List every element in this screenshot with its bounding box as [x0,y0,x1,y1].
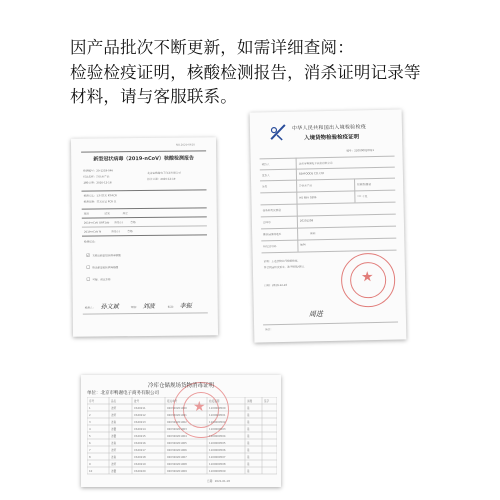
svg-text:CS20211: CS20211 [134,407,146,410]
svg-text:CS20217: CS20217 [134,449,146,452]
svg-text:冻虾: 冻虾 [111,463,117,466]
svg-text:冻虾: 冻虾 [111,414,117,417]
svg-text:8: 8 [89,456,91,459]
svg-text:6: 6 [89,442,91,445]
customs-certificate-image: 中华人民共和国出入境检验检疫 入境货物检验检疫证明 编号：220000020021 收货人 北京市鸭谢电子商务有限公司 发货人 SEAFOODS CO. LTD 品名 冷冻水产品 报检数/重量 HS 编码 0306 *** 千克 包装种类及数量 合同号 20201208 输出国家或地区 智利 标记及号码 N/M 证明：上述货物业经检验检疫， 符合我国相关要求，准予销售/使用。 日期：2020-12-16 ★ 周进 备注： [250,109,407,342]
svg-text:序号: 序号 [89,400,95,403]
svg-text:冻鱼: 冻鱼 [111,442,117,445]
customs-emblem-icon [268,123,288,143]
svg-text:020320201001: 020320201001 [167,414,187,417]
svg-text:冻蟹: 冻蟹 [111,428,117,431]
svg-text:批号: 批号 [134,400,140,403]
svg-text:是: 是 [247,463,250,466]
svg-text:020320201002: 020320201002 [167,421,187,424]
nucleic-company: 北京雷鸭谢电子商务有限公司 [147,171,182,175]
svg-text:2: 2 [89,414,91,417]
svg-text:1100000506: 1100000506 [209,449,226,452]
svg-text:10: 10 [89,470,93,473]
svg-text:7: 7 [89,449,91,452]
svg-text:是: 是 [247,442,250,445]
svg-text:020320201008: 020320201008 [167,463,187,466]
notice-text-block [70,36,470,110]
svg-text:检疫证明: 检疫证明 [209,400,220,403]
notice-line-3: 材料，请与客服联系。 [70,87,237,106]
svg-text:1100000501: 1100000501 [209,414,226,417]
svg-text:CS20212: CS20212 [134,414,146,417]
svg-text:1100000507: 1100000507 [209,456,226,459]
svg-text:报关单号: 报关单号 [167,400,178,403]
svg-text:冻虾: 冻虾 [111,407,117,410]
svg-text:是: 是 [247,449,250,452]
coldchain-unit: 单位：北京市鸭谢电子商务有限公司 [87,391,159,396]
svg-text:020320201009: 020320201009 [167,470,187,473]
svg-text:020320201000: 020320201000 [167,407,187,410]
coldchain-title: 冷库仓储规场货物消毒证明 [147,383,214,389]
svg-text:020320201006: 020320201006 [167,449,187,452]
svg-text:CS20214: CS20214 [134,428,146,431]
nucleic-acid-report-image: NO.2020-0610 新型冠状病毒（2019-nCoV）核酸检测报告 检测编号：20-1218-046 样品名称：冷冻水产品 送检日期：2020-12-18 北京雷鸭谢电子商务有限公司 报告日期：2020-12-19 检测方法：实时荧光 RT-PCR 检测仪器：荧光定量 PCR 仪 项目 结果 判定 2019-nCoV ORF1ab 阴性(-) 合格 2019-nCoV N 阴性(-) 合格 检测结论： ☑ 未检出新型冠状病毒核酸 ☐ 检出新型冠状病毒核酸 ☐ 可疑，建议复检 检测人： 孙文斌 审核： 刘波 批准： 李振 [71,137,218,337]
svg-text:1100000502: 1100000502 [209,421,226,424]
svg-text:CS20219: CS20219 [134,463,146,466]
svg-text:冻鱼: 冻鱼 [111,421,117,424]
coldchain-certificate-image [81,375,281,487]
svg-text:1100000504: 1100000504 [209,435,226,438]
svg-text:消毒: 消毒 [247,400,253,403]
svg-text:是: 是 [247,421,250,424]
svg-text:冻蟹: 冻蟹 [111,435,117,438]
svg-text:CS20220: CS20220 [134,470,146,473]
svg-text:020320201005: 020320201005 [167,442,187,445]
coldchain-stamp: ★ [173,382,229,438]
nucleic-report-title: 新型冠状病毒（2019-nCoV）核酸检测报告 [93,155,194,163]
svg-text:是: 是 [247,470,250,473]
svg-text:5: 5 [89,435,91,438]
customs-signature: 周进 [308,310,323,319]
notice-line-1: 因产品批次不断更新，如需详细查阅： [70,38,354,57]
svg-text:是: 是 [247,456,250,459]
svg-text:020320201004: 020320201004 [167,435,187,438]
svg-text:020320201003: 020320201003 [167,428,187,431]
report-number: NO.2020-0610 [176,143,195,147]
svg-text:1100000500: 1100000500 [209,407,226,410]
svg-text:是: 是 [247,414,250,417]
customs-title-top: 中华人民共和国出入境检验检疫 [291,124,367,132]
svg-text:是: 是 [247,435,250,438]
svg-text:是: 是 [247,428,250,431]
svg-text:CS20215: CS20215 [134,435,146,438]
customs-title-main: 入境货物检验检疫证明 [304,134,360,142]
svg-text:签字: 签字 [264,400,270,403]
svg-text:020320201007: 020320201007 [167,456,187,459]
svg-text:冻虾: 冻虾 [111,449,117,452]
svg-text:4: 4 [89,428,91,431]
svg-text:冻鱼: 冻鱼 [111,456,117,459]
coldchain-table [87,397,277,485]
svg-text:日期：2021-01-18: 日期：2021-01-18 [207,480,230,483]
notice-line-2: 检验检疫证明，核酸检测报告，消杀证明记录等 [70,62,421,82]
svg-text:是: 是 [247,407,250,410]
svg-text:CS20218: CS20218 [134,456,146,459]
svg-text:冻蟹: 冻蟹 [111,470,117,473]
svg-text:1100000503: 1100000503 [209,428,226,431]
svg-text:1100000505: 1100000505 [209,442,226,445]
customs-stamp: ★ [341,253,396,308]
svg-text:9: 9 [89,463,91,466]
svg-text:品名: 品名 [111,400,117,403]
svg-text:3: 3 [89,421,91,424]
svg-text:1100000508: 1100000508 [209,463,226,466]
svg-text:1: 1 [89,407,91,410]
svg-text:CS20216: CS20216 [134,442,146,445]
svg-text:1100000509: 1100000509 [209,470,226,473]
svg-text:CS20213: CS20213 [134,421,146,424]
